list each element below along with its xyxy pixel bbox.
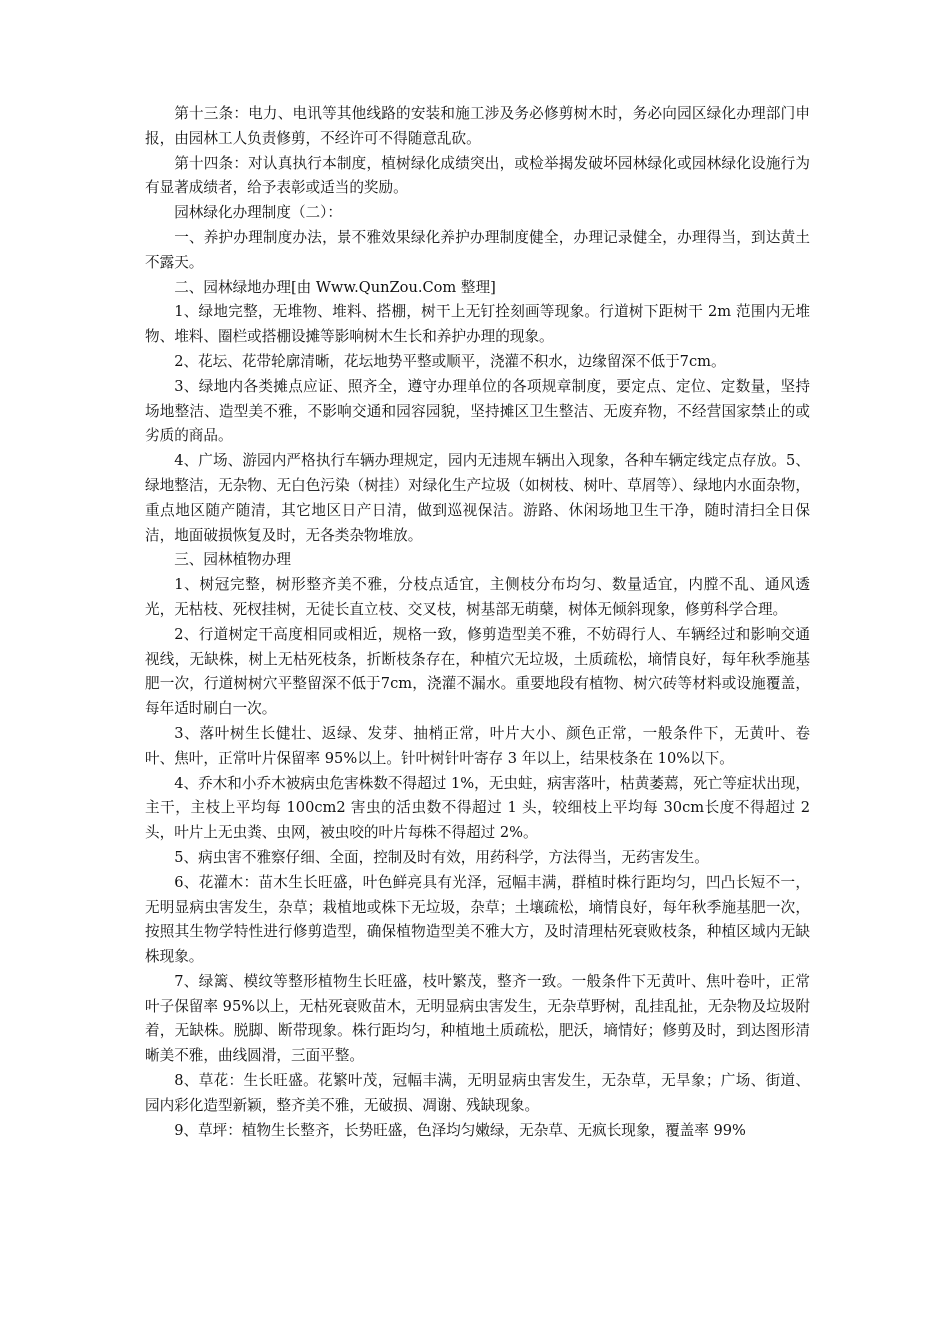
list-item-plants-8: 8、草花：生长旺盛。花繁叶茂，冠幅丰满，无明显病虫害发生，无杂草，无旱象；广场、街道、园内彩化造型新颖，整齐美不雅，无破损、凋谢、残缺现象。 bbox=[145, 1072, 810, 1114]
list-item-plants-5: 5、病虫害不雅察仔细、全面，控制及时有效，用药科学，方法得当，无药害发生。 bbox=[174, 848, 709, 866]
list-item-plants-9: 9、草坪：植物生长整齐，长势旺盛，色泽均匀嫩绿，无杂草、无疯长现象，覆盖率 99% bbox=[174, 1121, 746, 1139]
list-item-plants-6: 6、花灌木：苗木生长旺盛，叶色鲜亮具有光泽，冠幅丰满，群植时株行距均匀，凹凸长短不一，无明显病虫害发生，杂草；栽植地或株下无垃圾，杂草；土壤疏松，墒情良好，每年秋季施基肥一次，按照其生物学特性进行修剪造型，确保植物造型美不雅大方，及时清理枯死衰败枝条，种植区域内无缺株现象。 bbox=[145, 873, 810, 966]
list-item-plants-2: 2、行道树定干高度相同或相近，规格一致，修剪造型美不雅，不妨碍行人、车辆经过和影响交通视线，无缺株，树上无枯死枝条，折断枝条存在，种植穴无垃圾，土质疏松，墒情良好，每年秋季施基肥一次，行道树树穴平整留深不低于7cm，浇灌不漏水。重要地段有植物、树穴砖等材料或设施覆盖，每年适时刷白一次。 bbox=[145, 625, 810, 718]
list-item-plants-3: 3、落叶树生长健壮、返绿、发芽、抽梢正常，叶片大小、颜色正常，一般条件下，无黄叶、卷叶、焦叶，正常叶片保留率 95%以上。针叶树针叶寄存 3 年以上，结果枝条在 10%以下。 bbox=[145, 724, 810, 767]
paragraph-article-13: 第十三条：电力、电讯等其他线路的安装和施工涉及务必修剪树木时，务必向园区绿化办理部门申报，由园林工人负责修剪，不经许可不得随意乱砍。 bbox=[145, 105, 810, 147]
section-heading-system-2: 园林绿化办理制度（二）： bbox=[174, 204, 343, 222]
list-item-plants-7: 7、绿篱、模纹等整形植物生长旺盛，枝叶繁茂，整齐一致。一般条件下无黄叶、焦叶卷叶，正常叶子保留率 95%以上，无枯死衰败苗木，无明显病虫害发生，无杂草野树，乱挂乱扯，无杂物及垃圾附着，无缺株。脱脚、断带现象。株行距均匀，种植地土质疏松，肥沃，墒情好；修剪及时，到达图形清晰美不雅，曲线圆滑，三面平整。 bbox=[145, 972, 810, 1065]
list-item-green-space-4: 4、广场、游园内严格执行车辆办理规定，园内无违规车辆出入现象，各种车辆定线定点存放。5、绿地整洁，无杂物、无白色污染（树挂）对绿化生产垃圾（如树枝、树叶、草屑等）、绿地内水面杂物，重点地区随产随清，其它地区日产日清，做到巡视保洁。游路、休闲场地卫生干净，随时清扫全日保洁，地面破损恢复及时，无各类杂物堆放。 bbox=[145, 452, 810, 544]
list-item-plants-4: 4、乔木和小乔木被病虫危害株数不得超过 1%，无虫蛀，病害落叶，枯黄萎蔫，死亡等症状出现，主干，主枝上平均每 100cm2 害虫的活虫数不得超过 1 头，较细枝上平均每 30cm长度不得超过 2 头，叶片上无虫粪、虫网，被虫咬的叶片每株不得超过 2%。 bbox=[145, 774, 810, 842]
list-item-green-space-3: 3、绿地内各类摊点应证、照齐全，遵守办理单位的各项规章制度，要定点、定位、定数量，坚持场地整洁、造型美不雅，不影响交通和园容园貌，坚持摊区卫生整洁、无废弃物，不经营国家禁止的或劣质的商品。 bbox=[145, 377, 810, 445]
list-item-green-space-1: 1、绿地完整，无堆物、堆料、搭棚，树干上无钉拴刻画等现象。行道树下距树干 2m 范围内无堆物、堆料、圈栏或搭棚设摊等影响树木生长和养护办理的现象。 bbox=[145, 303, 810, 346]
list-item-plants-1: 1、树冠完整，树形整齐美不雅，分枝点适宜，主侧枝分布均匀、数量适宜，内膛不乱、通风透光，无枯枝、死杈挂树，无徒长直立枝、交叉枝，树基部无萌蘖，树体无倾斜现象，修剪科学合理。 bbox=[145, 576, 810, 618]
section-heading-plants: 三、园林植物办理 bbox=[174, 551, 291, 569]
paragraph-article-14: 第十四条：对认真执行本制度，植树绿化成绩突出，或检举揭发破坏园林绿化或园林绿化设施行为有显著成绩者，给予表彰或适当的奖励。 bbox=[145, 154, 810, 197]
paragraph-maintenance-system: 一、养护办理制度办法，景不雅效果绿化养护办理制度健全，办理记录健全，办理得当，到达黄土不露天。 bbox=[145, 228, 810, 271]
section-heading-green-space: 二、园林绿地办理[由 Www.QunZou.Com 整理] bbox=[174, 278, 496, 296]
document-body bbox=[145, 102, 810, 1143]
list-item-green-space-2: 2、花坛、花带轮廓清晰，花坛地势平整或顺平，浇灌不积水，边缘留深不低于7cm。 bbox=[174, 352, 726, 370]
